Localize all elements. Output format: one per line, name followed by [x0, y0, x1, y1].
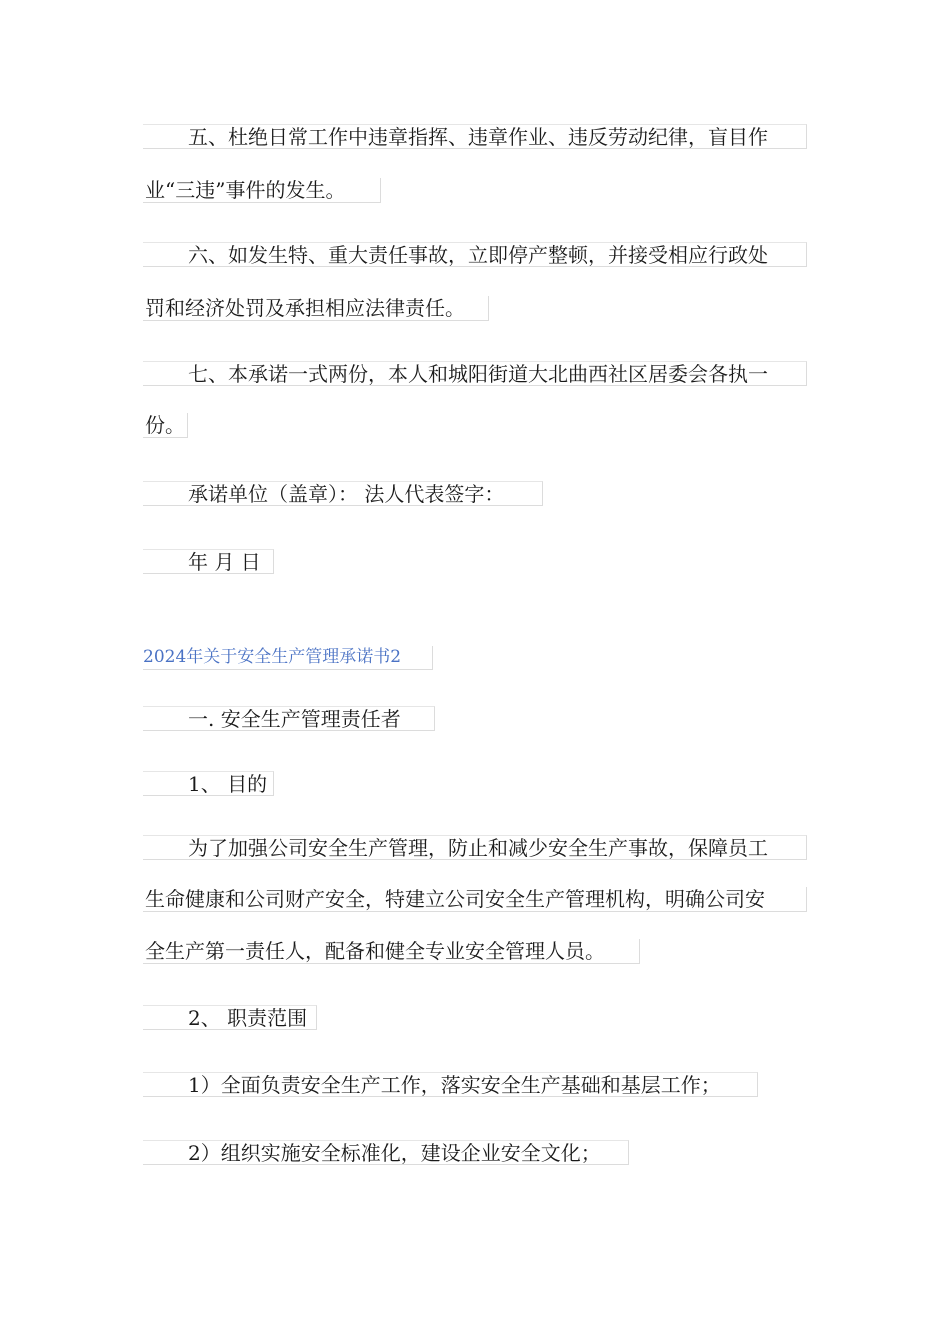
subheading-purpose: 1、 目的 — [143, 771, 274, 796]
heading-safety-manager: 一. 安全生产管理责任者 — [143, 706, 435, 731]
item7-line2: 份。 — [143, 413, 188, 438]
item6-line2: 罚和经济处罚及承担相应法律责任。 — [143, 296, 489, 321]
duty-item-2: 2）组织实施安全标准化，建设企业安全文化； — [143, 1140, 629, 1165]
document-heading: 2024年关于安全生产管理承诺书2 — [143, 646, 433, 670]
duty-item-1: 1）全面负责安全生产工作，落实安全生产基础和基层工作； — [143, 1072, 758, 1097]
subheading-duties: 2、 职责范围 — [143, 1005, 317, 1030]
item7-line1: 七、本承诺一式两份，本人和城阳街道大北曲西社区居委会各执一 — [143, 361, 807, 386]
date-line: 年 月 日 — [143, 549, 274, 574]
purpose-line3: 全生产第一责任人，配备和健全专业安全管理人员。 — [143, 939, 640, 964]
purpose-line2: 生命健康和公司财产安全，特建立公司安全生产管理机构，明确公司安 — [143, 887, 807, 912]
item6-line1: 六、如发生特、重大责任事故，立即停产整顿，并接受相应行政处 — [143, 242, 807, 267]
item5-line2: 业“三违”事件的发生。 — [143, 178, 381, 203]
purpose-line1: 为了加强公司安全生产管理，防止和减少安全生产事故，保障员工 — [143, 835, 807, 860]
item5-line1: 五、杜绝日常工作中违章指挥、违章作业、违反劳动纪律，盲目作 — [143, 124, 807, 149]
signature-line: 承诺单位（盖章）： 法人代表签字： — [143, 481, 543, 506]
